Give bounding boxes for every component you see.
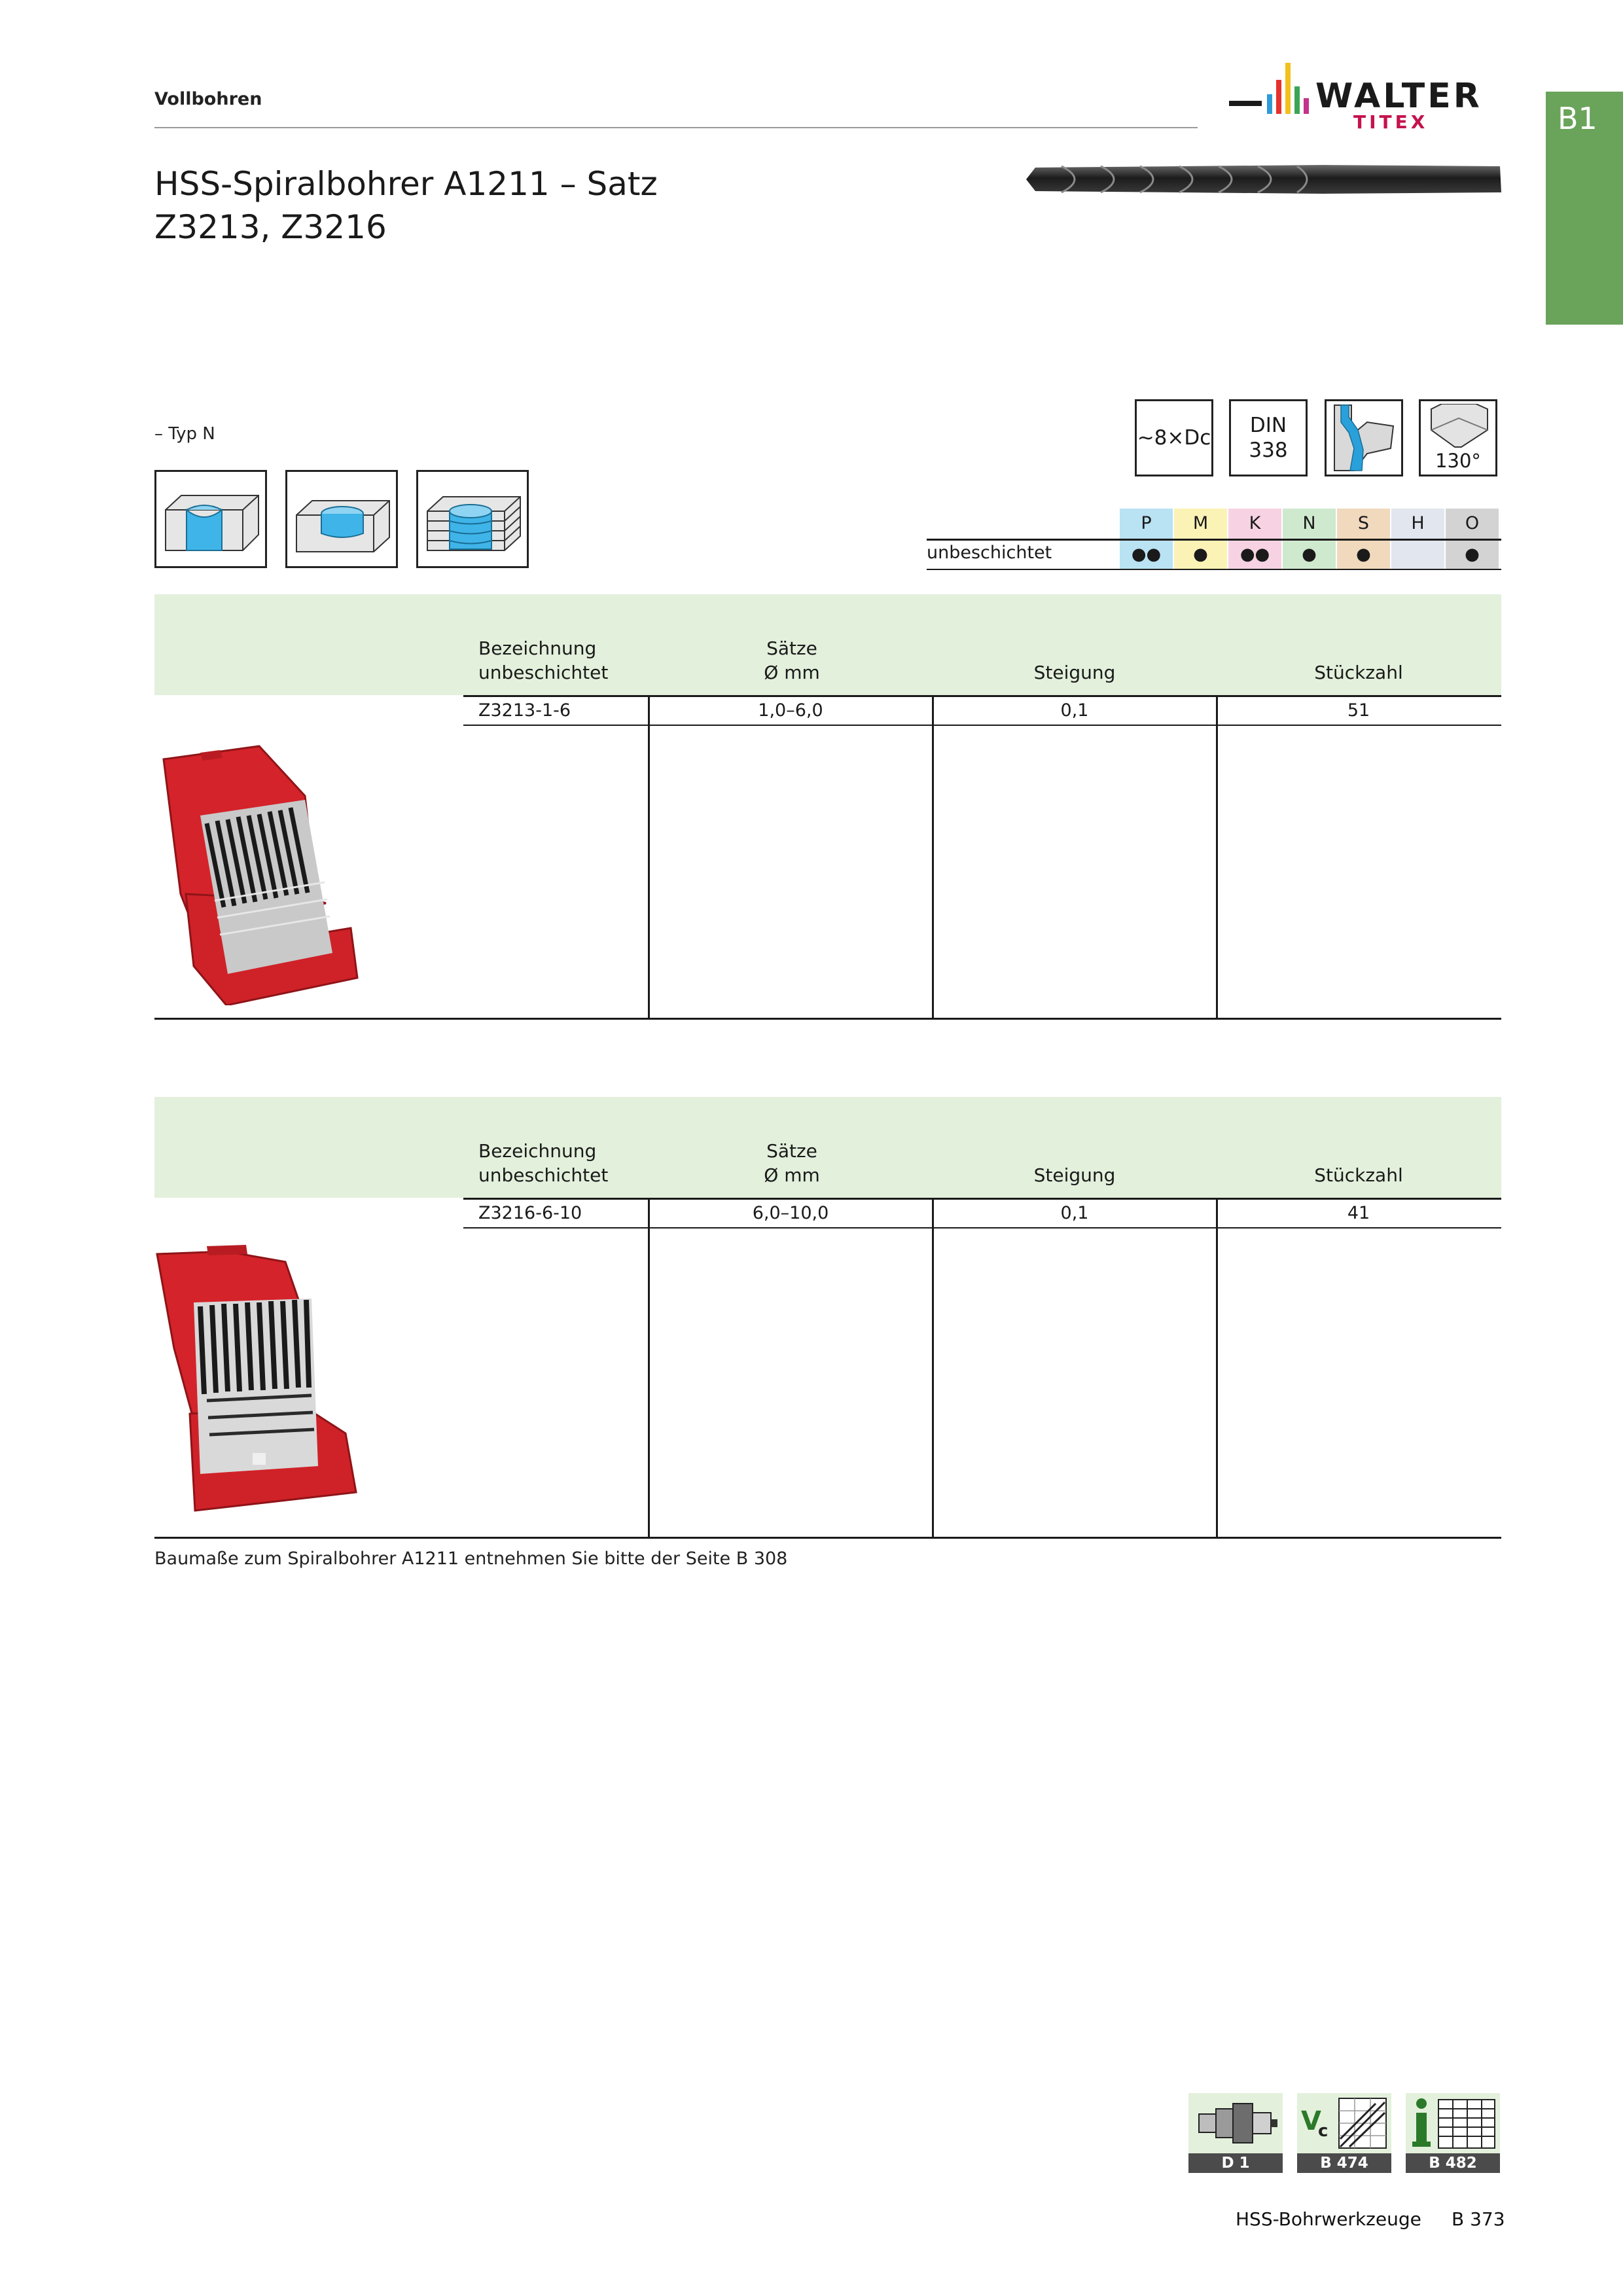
svg-text:c: c [1318, 2121, 1329, 2141]
page-number: B 373 [1452, 2208, 1505, 2230]
table2-cell-range: 6,0–10,0 [752, 1203, 829, 1223]
table2-cell-count: 41 [1347, 1203, 1370, 1223]
chuck-icon [1188, 2093, 1283, 2153]
table1-cell-count: 51 [1347, 700, 1370, 721]
table1-cell-range: 1,0–6,0 [758, 700, 823, 721]
application-icon-stacked-plates [416, 470, 529, 568]
material-bottom-rule [927, 569, 1501, 570]
table2-col-count: Stückzahl [1314, 1164, 1403, 1186]
material-rating-h [1391, 541, 1444, 569]
svg-text:V: V [1301, 2106, 1321, 2136]
material-group-k: K [1228, 509, 1281, 539]
footer-section: HSS-Bohrwerkzeuge [1236, 2208, 1421, 2230]
table2-cell-code: Z3216-6-10 [478, 1203, 582, 1223]
table1-cell-pitch: 0,1 [1060, 700, 1089, 721]
table1-bottom-rule [154, 1018, 1501, 1020]
din-standard-icon [1229, 399, 1308, 476]
material-group-o: O [1446, 509, 1499, 539]
table2-col-divider [1216, 1198, 1218, 1538]
table1-col-pitch: Steigung [1033, 662, 1116, 683]
title-line-1: HSS-Spiralbohrer A1211 – Satz [154, 165, 658, 203]
chapter-tab[interactable] [1546, 92, 1623, 325]
material-rating-m: ● [1174, 541, 1227, 569]
table1-row-rule [463, 725, 1501, 726]
material-group-n: N [1283, 509, 1336, 539]
info-table-icon [1406, 2093, 1500, 2153]
table1-col-designation-line1: Bezeichnung [478, 637, 597, 659]
material-rating-n: ● [1283, 541, 1336, 569]
din-label-1: DIN [1249, 414, 1287, 437]
logo-word: WALTER [1315, 77, 1482, 116]
reference-d1[interactable] [1188, 2093, 1283, 2173]
chapter-tab-label: B1 [1558, 101, 1597, 136]
table2-header-rule [463, 1198, 1501, 1200]
table1-col-sets [654, 636, 929, 685]
point-angle-label: 130° [1435, 450, 1481, 472]
table1-col-divider [1216, 695, 1218, 1018]
header-rule [154, 127, 1198, 128]
footnote: Baumaße zum Spiralbohrer A1211 entnehmen Sie bitte der Seite B 308 [154, 1549, 788, 1569]
material-rating-k: ●● [1228, 541, 1281, 569]
reference-label: B 482 [1406, 2153, 1500, 2173]
material-rating-s: ● [1337, 541, 1390, 569]
table2-col-sets-line1: Sätze [766, 1140, 817, 1162]
material-group-table [927, 509, 1501, 570]
table1-col-divider [932, 695, 934, 1018]
material-rating-o: ● [1446, 541, 1499, 569]
table1-col-count: Stückzahl [1314, 662, 1403, 683]
type-note: – Typ N [154, 424, 215, 444]
material-group-s: S [1337, 509, 1390, 539]
table1-col-divider [648, 695, 650, 1018]
table2-col-sets [654, 1139, 929, 1187]
cutting-data-icon [1297, 2093, 1391, 2153]
table2-col-designation-line1: Bezeichnung [478, 1140, 597, 1162]
table1-col-sets-line1: Sätze [766, 637, 817, 659]
table1-col-designation [478, 636, 608, 685]
table1-cell-code: Z3213-1-6 [478, 700, 571, 721]
reference-b482[interactable] [1406, 2093, 1500, 2173]
table2-bottom-rule [154, 1537, 1501, 1539]
table2-cell-pitch: 0,1 [1060, 1203, 1089, 1223]
table1-col-designation-line2: unbeschichtet [478, 662, 609, 683]
point-angle-icon [1419, 399, 1497, 476]
title-line-2: Z3213, Z3216 [154, 208, 387, 246]
shank-type-icon [1325, 399, 1403, 476]
material-rating-p: ●● [1120, 541, 1173, 569]
page-title [154, 162, 658, 249]
reference-b474[interactable] [1297, 2093, 1391, 2173]
table1-col-sets-line2: Ø mm [764, 662, 820, 683]
application-icon-blind-hole [285, 470, 398, 568]
reference-label: D 1 [1188, 2153, 1283, 2173]
application-icon-through-hole [154, 470, 267, 568]
twist-drill-image [1022, 157, 1504, 202]
table2-col-pitch: Steigung [1033, 1164, 1116, 1186]
table1-header-rule [463, 695, 1501, 697]
table2-col-divider [932, 1198, 934, 1538]
drill-set-case-image-2 [154, 1244, 390, 1512]
din-label-2: 338 [1249, 439, 1288, 462]
reference-label: B 474 [1297, 2153, 1391, 2173]
material-group-m: M [1174, 509, 1227, 539]
table2-col-divider [648, 1198, 650, 1538]
table2-col-designation [478, 1139, 608, 1187]
drilling-depth-label: ~8×Dc [1137, 426, 1211, 450]
walter-titex-logo [1229, 60, 1501, 132]
drill-set-case-image-1 [154, 737, 390, 1005]
drilling-depth-icon [1135, 399, 1213, 476]
material-group-h: H [1391, 509, 1444, 539]
logo-sub: TITEX [1353, 111, 1429, 132]
coating-label: unbeschichtet [927, 543, 1052, 563]
material-header-rule [927, 539, 1501, 541]
section-label: Vollbohren [154, 89, 262, 109]
table2-col-designation-line2: unbeschichtet [478, 1164, 609, 1186]
material-group-p: P [1120, 509, 1173, 539]
table2-row-rule [463, 1227, 1501, 1229]
table2-col-sets-line2: Ø mm [764, 1164, 820, 1186]
